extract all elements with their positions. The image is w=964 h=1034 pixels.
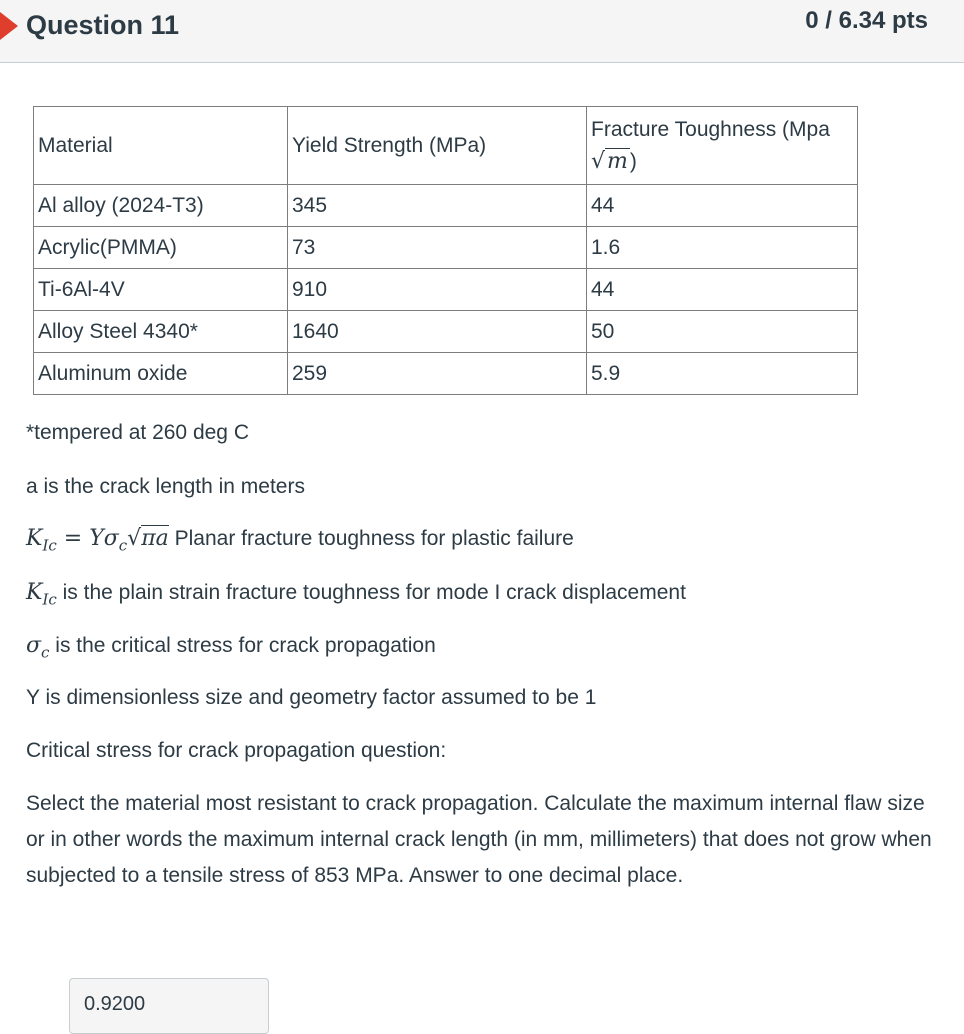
sqrt-m-radicand: m — [607, 148, 628, 174]
question-title: Question 11 — [26, 10, 180, 40]
question-text: Select the material most resistant to crack propagation. Calculate the maximum internal flaw size or in other words the maximum internal crack length (in mm, millimeters) that does not grow when subjected to a tensile stress of 853 MPa. Answer to one decimal place. — [26, 792, 932, 887]
table-row — [34, 353, 858, 395]
cell-material: Al alloy (2024-T3) — [34, 185, 288, 227]
material-properties-table — [33, 106, 858, 395]
cell-yield: 259 — [288, 353, 587, 395]
crack-length-note: a is the crack length in meters — [26, 475, 305, 498]
table-row — [34, 185, 858, 227]
header-fracture-toughness — [587, 107, 858, 185]
question-header — [0, 0, 964, 63]
cell-material: Acrylic(PMMA) — [34, 227, 288, 269]
cell-material: Aluminum oxide — [34, 353, 288, 395]
y-factor-note: Y is dimensionless size and geometry factor assumed to be 1 — [26, 686, 597, 709]
sigma-symbol: $\sigma_c$ — [26, 633, 50, 662]
formula-description: Planar fracture toughness for plastic failure — [174, 527, 574, 550]
cell-toughness: 44 — [587, 185, 858, 227]
tempered-note: *tempered at 260 deg C — [26, 421, 249, 444]
question-points: 0 / 6.34 pts — [805, 7, 928, 34]
sqrt-m-symbol: √m — [591, 148, 628, 174]
header-yield-strength: Yield Strength (MPa) — [288, 107, 587, 185]
header-material: Material — [34, 107, 288, 185]
cell-material: Ti-6Al-4V — [34, 269, 288, 311]
formula-math: $K_{Ic} = Y\sigma_c√\pi a$ — [26, 526, 169, 555]
cell-yield: 345 — [288, 185, 587, 227]
header-fracture-toughness-close: ) — [629, 149, 637, 173]
kic-line — [26, 580, 686, 608]
kic-symbol: $K_{Ic}$ — [26, 580, 57, 609]
flag-icon — [0, 12, 18, 40]
table-header-row — [34, 107, 858, 185]
cell-toughness: 44 — [587, 269, 858, 311]
kic-description: is the plain strain fracture toughness for mode I crack displacement — [62, 581, 686, 604]
table-row — [34, 227, 858, 269]
cell-material: Alloy Steel 4340* — [34, 311, 288, 353]
cell-yield: 910 — [288, 269, 587, 311]
table-row — [34, 311, 858, 353]
cell-toughness: 5.9 — [587, 353, 858, 395]
cell-yield: 73 — [288, 227, 587, 269]
header-fracture-toughness-label: Fracture Toughness (Mpa — [591, 117, 830, 141]
answer-field[interactable]: 0.9200 — [69, 978, 269, 1034]
critical-stress-heading: Critical stress for crack propagation question: — [26, 739, 447, 762]
cell-toughness: 50 — [587, 311, 858, 353]
cell-yield: 1640 — [288, 311, 587, 353]
sigma-description: is the critical stress for crack propagation — [55, 634, 436, 657]
table-row — [34, 269, 858, 311]
formula-line — [26, 526, 574, 554]
sigma-line — [26, 633, 436, 661]
cell-toughness: 1.6 — [587, 227, 858, 269]
